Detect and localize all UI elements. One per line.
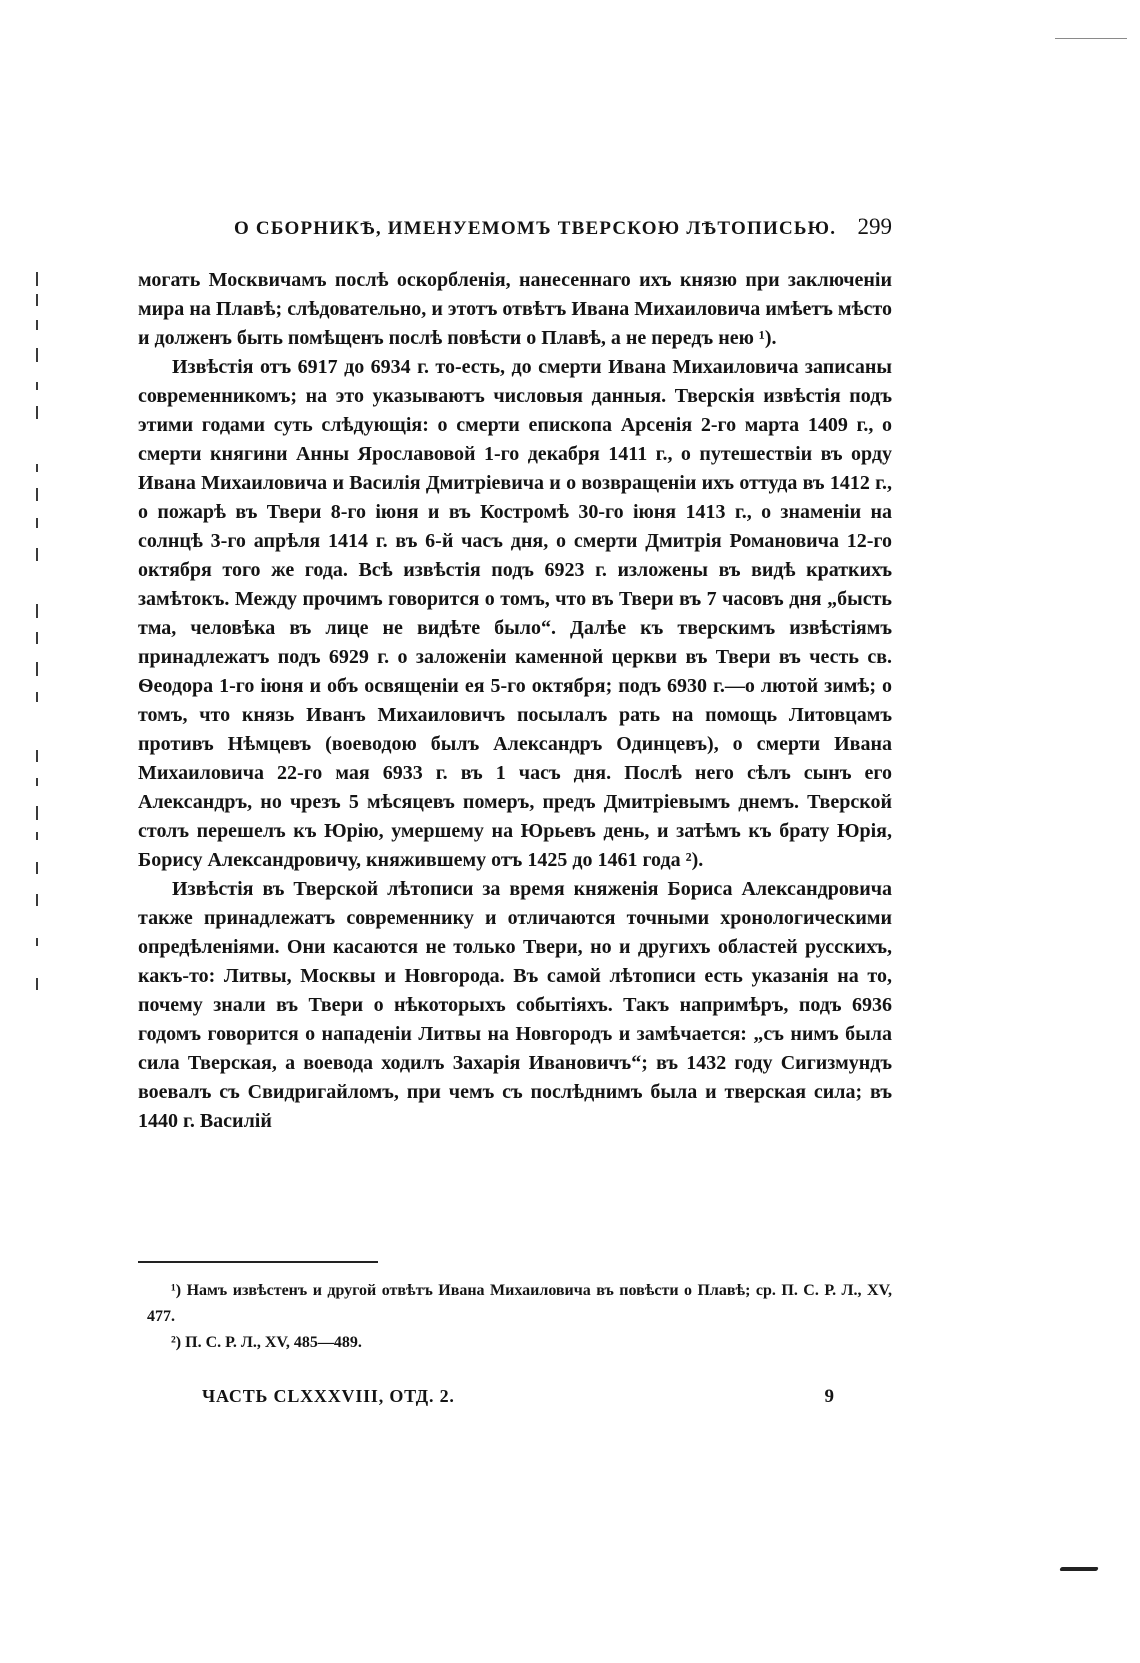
footnote-2: ²) П. С. Р. Л., XV, 485—489. — [171, 1334, 362, 1351]
page-header — [234, 214, 892, 240]
footnotes — [147, 1278, 892, 1356]
page-footer — [202, 1386, 834, 1408]
part-label: ЧАСТЬ CLXXXVIII, ОТД. 2. — [202, 1386, 455, 1406]
page-dash-mark — [1059, 1567, 1098, 1571]
main-text — [138, 266, 892, 1136]
paragraph-3: Извѣстія въ Тверской лѣтописи за время княженія Бориса Александровича также принадлежатъ современнику и отличаются точными хронологическими опредѣленіями. Они касаются не только Твери, но и другихъ областей русскихъ, какъ-то: Литвы, Москвы и Новгорода. Въ самой лѣтописи есть указанія на то, почему знали въ Твери о нѣкоторыхъ событіяхъ. Такъ напримѣръ, подъ 6936 годомъ говорится о нападеніи Литвы на Новгородъ и замѣчается: „съ нимъ была сила Тверская, а воевода ходилъ Захарія Ивановичъ“; въ 1432 году Сигизмундъ воевалъ съ Свидригайломъ, при чемъ съ послѣднимъ была и тверская сила; въ 1440 г. Василій — [138, 878, 892, 1132]
running-title: О СБОРНИКѢ, ИМЕНУЕМОМЪ ТВЕРСКОЮ ЛѢТОПИСЬЮ. — [234, 218, 837, 239]
footnote-1: ¹) Намъ извѣстенъ и другой отвѣтъ Ивана Михаиловича въ повѣсти о Плавѣ; ср. П. С. Р. Л., XV, 477. — [147, 1282, 892, 1325]
page-number: 299 — [857, 214, 892, 239]
paragraph-2: Извѣстія отъ 6917 до 6934 г. то-есть, до смерти Ивана Михаиловича записаны современникомъ; на это указываютъ числовыя данныя. Тверскія извѣстія подъ этими годами суть слѣдующія: о смерти епископа Арсенія 2-го марта 1409 г., о смерти княгини Анны Ярославовой 1-го декабря 1411 г., о путешествіи въ орду Ивана Михаиловича и Василія Дмитріевича и о возвращеніи ихъ оттуда въ 1412 г., о пожарѣ въ Твери 8-го іюня и въ Костромѣ 30-го іюня 1413 г., о знаменіи на солнцѣ 3-го апрѣля 1414 г. въ 6-й часъ дня, о смерти Дмитрія Романовича 12-го октября того же года. Всѣ извѣстія подъ 6923 г. изложены въ видѣ краткихъ замѣтокъ. Между прочимъ говорится о томъ, что въ Твери въ 7 часовъ дня „бысть тма, человѣка въ лице не видѣте было“. Далѣе къ тверскимъ извѣстіямъ принадлежатъ подъ 6929 г. о заложеніи каменной церкви въ Твери въ честь св. Ѳеодора 1-го іюня и объ освященіи ея 5-го октября; подъ 6930 г.—о лютой зимѣ; о томъ, что князь Иванъ Михаиловичъ посылалъ рать на помощь Литовцамъ противъ Нѣмцевъ (воеводою былъ Александръ Одинцевъ), о смерти Ивана Михаиловича 22-го мая 6933 г. въ 1 часъ дня. Послѣ него сѣлъ сынъ его Александръ, но чрезъ 5 мѣсяцевъ померъ, предъ Дмитріевымъ днемъ. Тверской столъ перешелъ къ Юрію, умершему на Юрьевъ день, и затѣмъ къ брату Юрія, Борису Александровичу, княжившему отъ 1425 до 1461 года ²). — [138, 356, 892, 871]
paragraph-1: могать Москвичамъ послѣ оскорбленія, нанесеннаго ихъ князю при заключеніи мира на Плавѣ; слѣдовательно, и этотъ отвѣтъ Ивана Михаиловича имѣетъ мѣсто и долженъ быть помѣщенъ послѣ повѣсти о Плавѣ, а не передъ нею ¹). — [138, 269, 892, 349]
footnote-divider — [138, 1261, 378, 1263]
signature-mark: 9 — [824, 1386, 834, 1407]
page-edge-line — [1055, 38, 1127, 39]
